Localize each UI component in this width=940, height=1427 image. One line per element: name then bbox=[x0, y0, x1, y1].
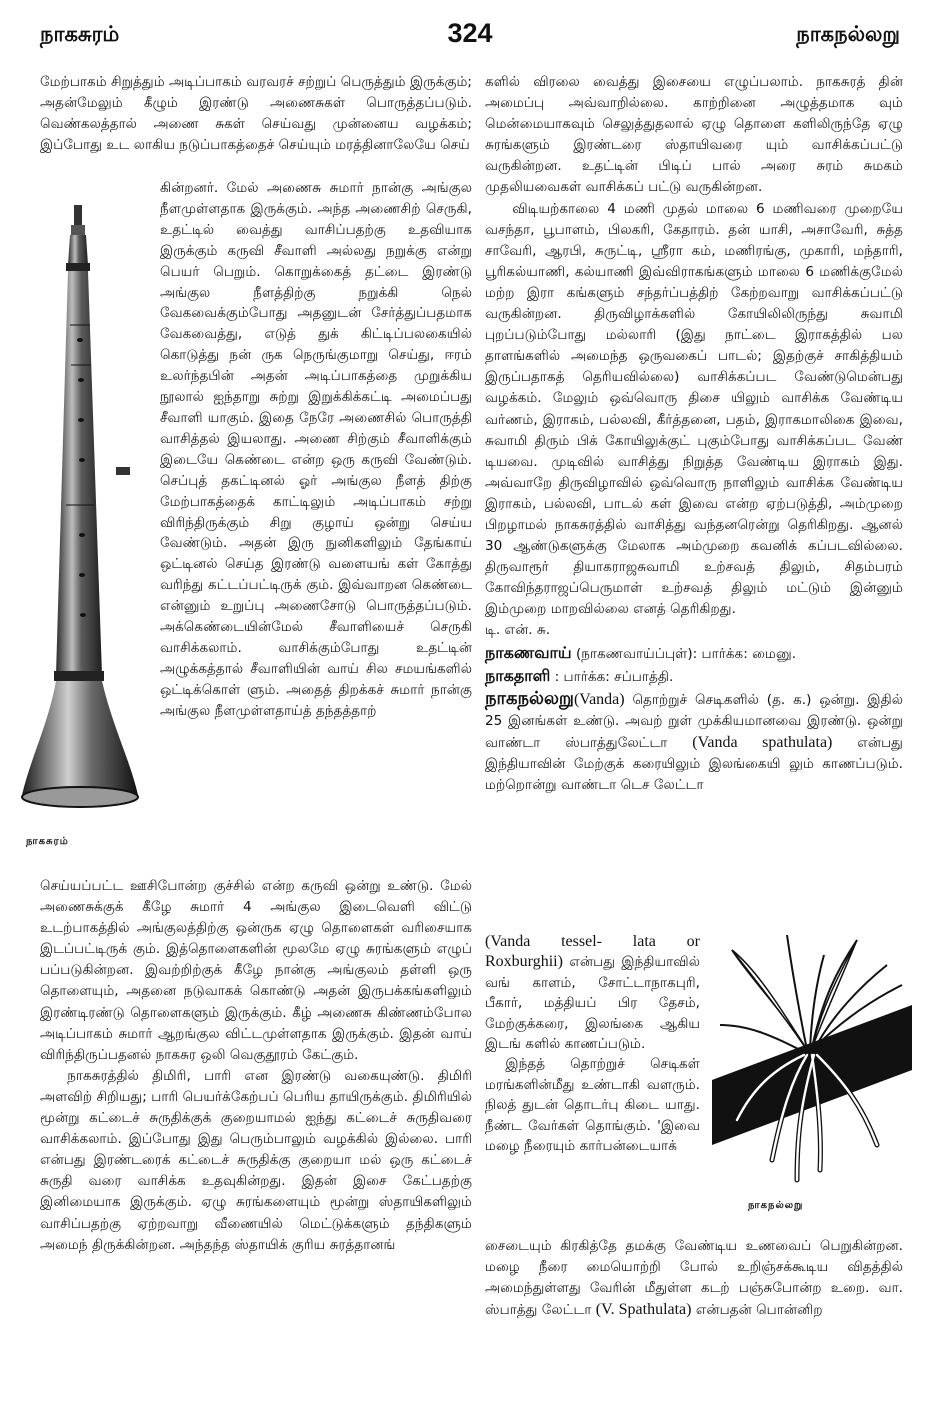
entry-naganallaru bbox=[485, 688, 903, 796]
right-para1: களில் விரலை வைத்து இசையை எழுப்பலாம். நாகசுரத் தின் அமைப்பு அவ்வாறில்லை. காற்றினை அழுத்தமாக வும் மென்மையாகவும் செலுத்துதலால் ஏழு தொளை களிலிருந்தே ஏழு சுரங்களும் இரண்டரை ஸ்தாயிவரை யும் வாசிக்கப்பட்டு வருகின்றன. உதட்டின் பிடிப் பால் அரை சுரம் சுமகம் முதலியவைகள் வாசிக்கப் பட்டு வருகின்றன. bbox=[485, 74, 903, 196]
running-head-right: நாகநல்லறு bbox=[796, 22, 900, 46]
right-column-bottom bbox=[485, 1236, 903, 1321]
entry-nagathali-title: நாகதாளி bbox=[485, 665, 551, 685]
entry-naganavai bbox=[485, 642, 903, 665]
entry-naganallaru-latin4: (V. Spathulata) bbox=[595, 1301, 692, 1319]
entry-nagathali-text: : பார்க்க: சப்பாத்தி. bbox=[554, 668, 674, 685]
left-column-top bbox=[40, 72, 472, 156]
nagaswaram-caption: நாகசுரம் bbox=[26, 836, 69, 847]
left-para1-wrap: கின்றனர். மேல் அணைசு சுமார் நான்கு அங்குல நீளமுள்ளதாக இருக்கும். அந்த அணைசிற் செருகி, உதட்டில் வைத்து வாசிப்பதற்கு உதவியாக இருக்கும் கருவி சீவாளி அல்லது நறுக்கு என்று பெயர் பெறும். கொறுக்கைத் தட்டை இரண்டு அங்குல நீளத்திற்கு நறுக்கி நெல் வேகவைக்கும்போது அதனுடன் சேர்த்துப்பதமாக வேகவைத்து, எடுத் துக் கிட்டிப்பலகையில் கொடுத்து நன் ருக நெருங்குமாறு செய்து, ஈரம் உலர்ந்தபின் அதன் அடிப்பாகத்தை முறுக்கிய நூலால் ஐந்தாறு சுற்று இறுக்கிக்கட்டி அமைப்பது சீவாளி யாகும். இதை நேரே அணைசில் பொருத்தி வாசித்தல் இயலாது. அணை சிற்கும் சீவாளிக்கும் இடையே கெண்டை என்ற ஒரு கருவி வேண்டும். செப்புத் தகட்டினல் ஓர் அங்குல நீளத் திற்கு மேற்பாகத்தைக் காட்டிலும் அடிப்பாகம் சற்று விரிந்திருக்கும் சிறு குழாய் ஒன்று செய்ய வேண்டும். அதன் இரு நுனிகளிலும் தேங்காய் ஒட்டினல் செய்த இரண்டு வளையங் கள் கோத்து வரிந்து கட்டப்பட்டிருக் கும். இவ்வாறன கெண்டை என்னும் உறுப்பு அணைசோடு பொருத்தப்படும். அக்கெண்டையின்மேல் சீவாளியைச் செருகி வாசிக்கலாம். வாசிக்கும்போது உதட்டின் அழுக்கத்தால் சீவாளியின் வாய் சில சமயங்களில் ஒட்டிக்கொள் ளும். அதைத் திறக்கச் சுமார் நான்கு அங்குல நீளமுள்ளதாய்த் தந்தத்தாற் bbox=[160, 180, 472, 719]
left-para1-bottom: செய்யப்பட்ட ஊசிபோன்ற குச்சில் என்ற கருவி ஒன்று உண்டு. மேல் அணைசுக்குக் கீழே சுமார் 4 அங்குல இடைவெளி விட்டு உடற்பாகத்தில் அங்குலத்திற்கு ஒன்ருக ஏழு தொளைகள் வரிசையாக இடப்பட்டிருக் கும். இத்தொளைகளின் மூலமே ஏழு சுரங்களும் எழுப் பப்படுகின்றன. இவற்றிற்குக் கீழே நான்கு அங்குலம் தள்ளி ஒரு தொளையும், அதனை நடுவாகக் கொண்டு அதன் இருபக்கங்களிலும் இரண்டிரண்டு தொளைகளும் இருக்கும். கீழ் அணைசு கிண்ணம்போல அடிப்பாகம் சுமார் ஆறங்குல விட்டமுள்ளதாக இருக்கும். இதன் வாய் விரிந்திருப்பதனல் நாகசுர ஒலி வெகுதூரம் கேட்கும். bbox=[40, 878, 472, 1063]
nagaswaram-illustration bbox=[20, 205, 155, 820]
entry-naganallaru-latin3: (Vanda tessel- lata or Roxburghii) bbox=[485, 933, 700, 971]
entry-naganallaru-bottom-text: சைடையும் கிரகித்தே தமக்கு வேண்டிய உணவைப் பெறுகின்றன. மழை நீரை மையொற்றி போல் உறிஞ்சக்கூடிய விதத்தில் அமைந்துள்ளது வேரின் மீதுள்ள கடற் பஞ்சுபோன்ற உறை. வா. ஸ்பாத்து லேட்டா bbox=[485, 1238, 903, 1319]
page-number: 324 bbox=[447, 18, 493, 48]
entry-naganallaru-bottom bbox=[485, 1236, 903, 1321]
left-para1-top: மேற்பாகம் சிறுத்தும் அடிப்பாகம் வரவரச் சற்றுப் பெருத்தும் இருக்கும்; அதன்மேலும் கீழும் இரண்டு அணைசுகள் பொருத்தப்படும். வெண்கலத்தால் அணை சுகள் செய்வது முன்னைய வழக்கம்; இப்போது உட லாகிய நடுப்பாகத்தைச் செய்யும் மரத்தினாலேயே செய் bbox=[40, 74, 472, 154]
entry-naganallaru-title: நாகநல்லறு bbox=[485, 687, 574, 709]
right-para2: விடியற்காலை 4 மணி முதல் மாலை 6 மணிவரை முறையே வசந்தா, பூபாளம், பிலகரி, கேதாரம். தன் யாசி, அசாவேரி, சுத்த சாவேரி, ஆரபி, சுருட்டி, ஸ்ரீரா கம், மணிரங்கு, முகாரி, மந்தாரி, பூரிகல்யாணி, கல்யாணி இவ்விராகங்களும் மாலை 6 மணிக்குமேல் மற்ற இரா கங்களும் சந்தர்ப்பத்திற் கேற்றவாறு வாசிக்கப்பட்டு வருகின்றன. திருவிழாக்களில் கோயிலிலிருந்து சுவாமி புறப்படும்போது மல்லாரி (இது நாட்டை இராகத்தில் பல தாளங்களில் அமைந்த ஒருவகைப் பாடல்; இதற்குச் சாகித்தியம் இருப்பதாகத் தெரியவில்லை) வாசிக்கப்பட வேண்டுமென்பது வழக்கம். மேலும் ஒவ்வொரு திசை யிலும் வாசிக்க வேண்டிய வர்ணம், இராகம், பல்லவி, கீர்த்தனை, பதம், இராகமாலிகை இவை, சுவாமி திரும் பிக் கோயிலுக்குட் புகும்போது வாசிக்கப்பட வேண் டியவை. முடிவில் வாசித்து நிறுத்த வேண்டிய இராகம் இது. அவ்வாறே திருவிழாவில் ஒவ்வொரு நாளிலும் வாசிக்க வேண்டிய இராகம், பல்லவி, பாடல் கள் இவை என்ற ஏற்படுத்தி, அம்முறை பிறழாமல் நாகசுரத்தில் வாசித்து வந்தனரென்று தெரிகிறது. ஆனல் 30 ஆண்டுகளுக்கு மேலாக அம்முறை கவனிக் கப்படவில்லை. திருவாரூர் தியாகராஜசுவாமி உற்சவத் திலும், சிதம்பரம் கோவிந்தராஜப்பெருமாள் உற்சவத் திலும் மட்டும் இன்னும் இம்முறை மாறவில்லை எனத் தெரிகிறது. bbox=[485, 200, 903, 618]
entry-naganavai-title: நாகணவாய் bbox=[485, 642, 572, 662]
entry-naganallaru-end: என்பதன் பொன்னிற bbox=[695, 1302, 823, 1319]
right-column-wrap bbox=[485, 932, 700, 1156]
entry-naganavai-text: (நாகணவாய்ப்புள்): பார்க்க: மைனு. bbox=[575, 645, 797, 662]
vanda-caption: நாகநல்லறு bbox=[748, 1200, 804, 1211]
left-para2: நாகசுரத்தில் திமிரி, பாரி என இரண்டு வகையுண்டு. திமிரி அளவிற் சிறியது; பாரி பெயர்க்கேற்பப் பெரிய தாயிருக்கும். திமிரியில் மூன்று கட்டைச் சுருதிக்குக் குறையாமல் ஐந்து கட்டைச் சுருதிவரை வாசிக்கலாம். இப்போது இது பெரும்பாலும் வழக்கில் இல்லை. பாரி என்பது இரண்டரைக் கட்டைச் சுருதிக்கு குறையா மல் ஒரு கட்டைச் சுருதி வரை வாசிக்க உதவுகின்றது. இதன் இசை கேட்பதற்கு இனிமையாக இருக்கும். ஏழு சுரங்களையும் மூன்று ஸ்தாயிகளிலும் வாசிப்பதற்கு ஏற்றவாறு வீணையில் மெட்டுக்களும் தந்திகளும் அமைந் திருக்கின்றன. அந்தந்த ஸ்தாயிக் குரிய சுரத்தானங் bbox=[40, 1067, 472, 1253]
left-column-bottom bbox=[40, 876, 472, 1256]
right-column-top bbox=[485, 72, 903, 796]
entry-naganallaru-wrap2: இந்தத் தொற்றுச் செடிகள் மரங்களின்மீது உண்டாகி வளரும். நிலத் துடன் தொடர்பு கிடை யாது. நீண்ட வேர்கள் தொங்கும். 'இவை மழை நீரையும் கார்பன்டையாக் bbox=[485, 1056, 700, 1155]
entry-naganallaru-text: தொற்றுச் செடிகளில் (த. க.) ஒன்று. இதில் 25 இனங்கள் உண்டு. அவற் றுள் முக்கியமானவை இரண்டு. ஒன்று வாண்டா ஸ்பாத்துலேட்டா bbox=[485, 691, 904, 751]
left-column-wrap bbox=[160, 178, 472, 722]
entry-naganallaru-latin2: (Vanda spathulata) bbox=[692, 733, 833, 751]
vanda-illustration bbox=[712, 930, 912, 1190]
running-head-left: நாகசுரம் bbox=[40, 22, 120, 46]
entry-naganallaru-latin: (Vanda) bbox=[573, 690, 625, 708]
entry-naganallaru-text2: என்பது இந்தியாவின் மேற்குக் கரையிலும் இலங்கையி லும் காணப்படும். மற்றொன்று வாண்டா டெச லேட்டா bbox=[485, 734, 903, 794]
entry-naganallaru-wrap: என்பது இந்தியாவில் வங் காளம், சோட்டாநாகபுரி, பீகார், மத்தியப் பிர தேசம், மேற்குக்கரை, இலங்கை ஆகிய இடங் களில் காணப்படும். bbox=[485, 954, 700, 1053]
author-signature: டி. என். சு. bbox=[485, 622, 551, 639]
entry-nagathali bbox=[485, 665, 903, 688]
